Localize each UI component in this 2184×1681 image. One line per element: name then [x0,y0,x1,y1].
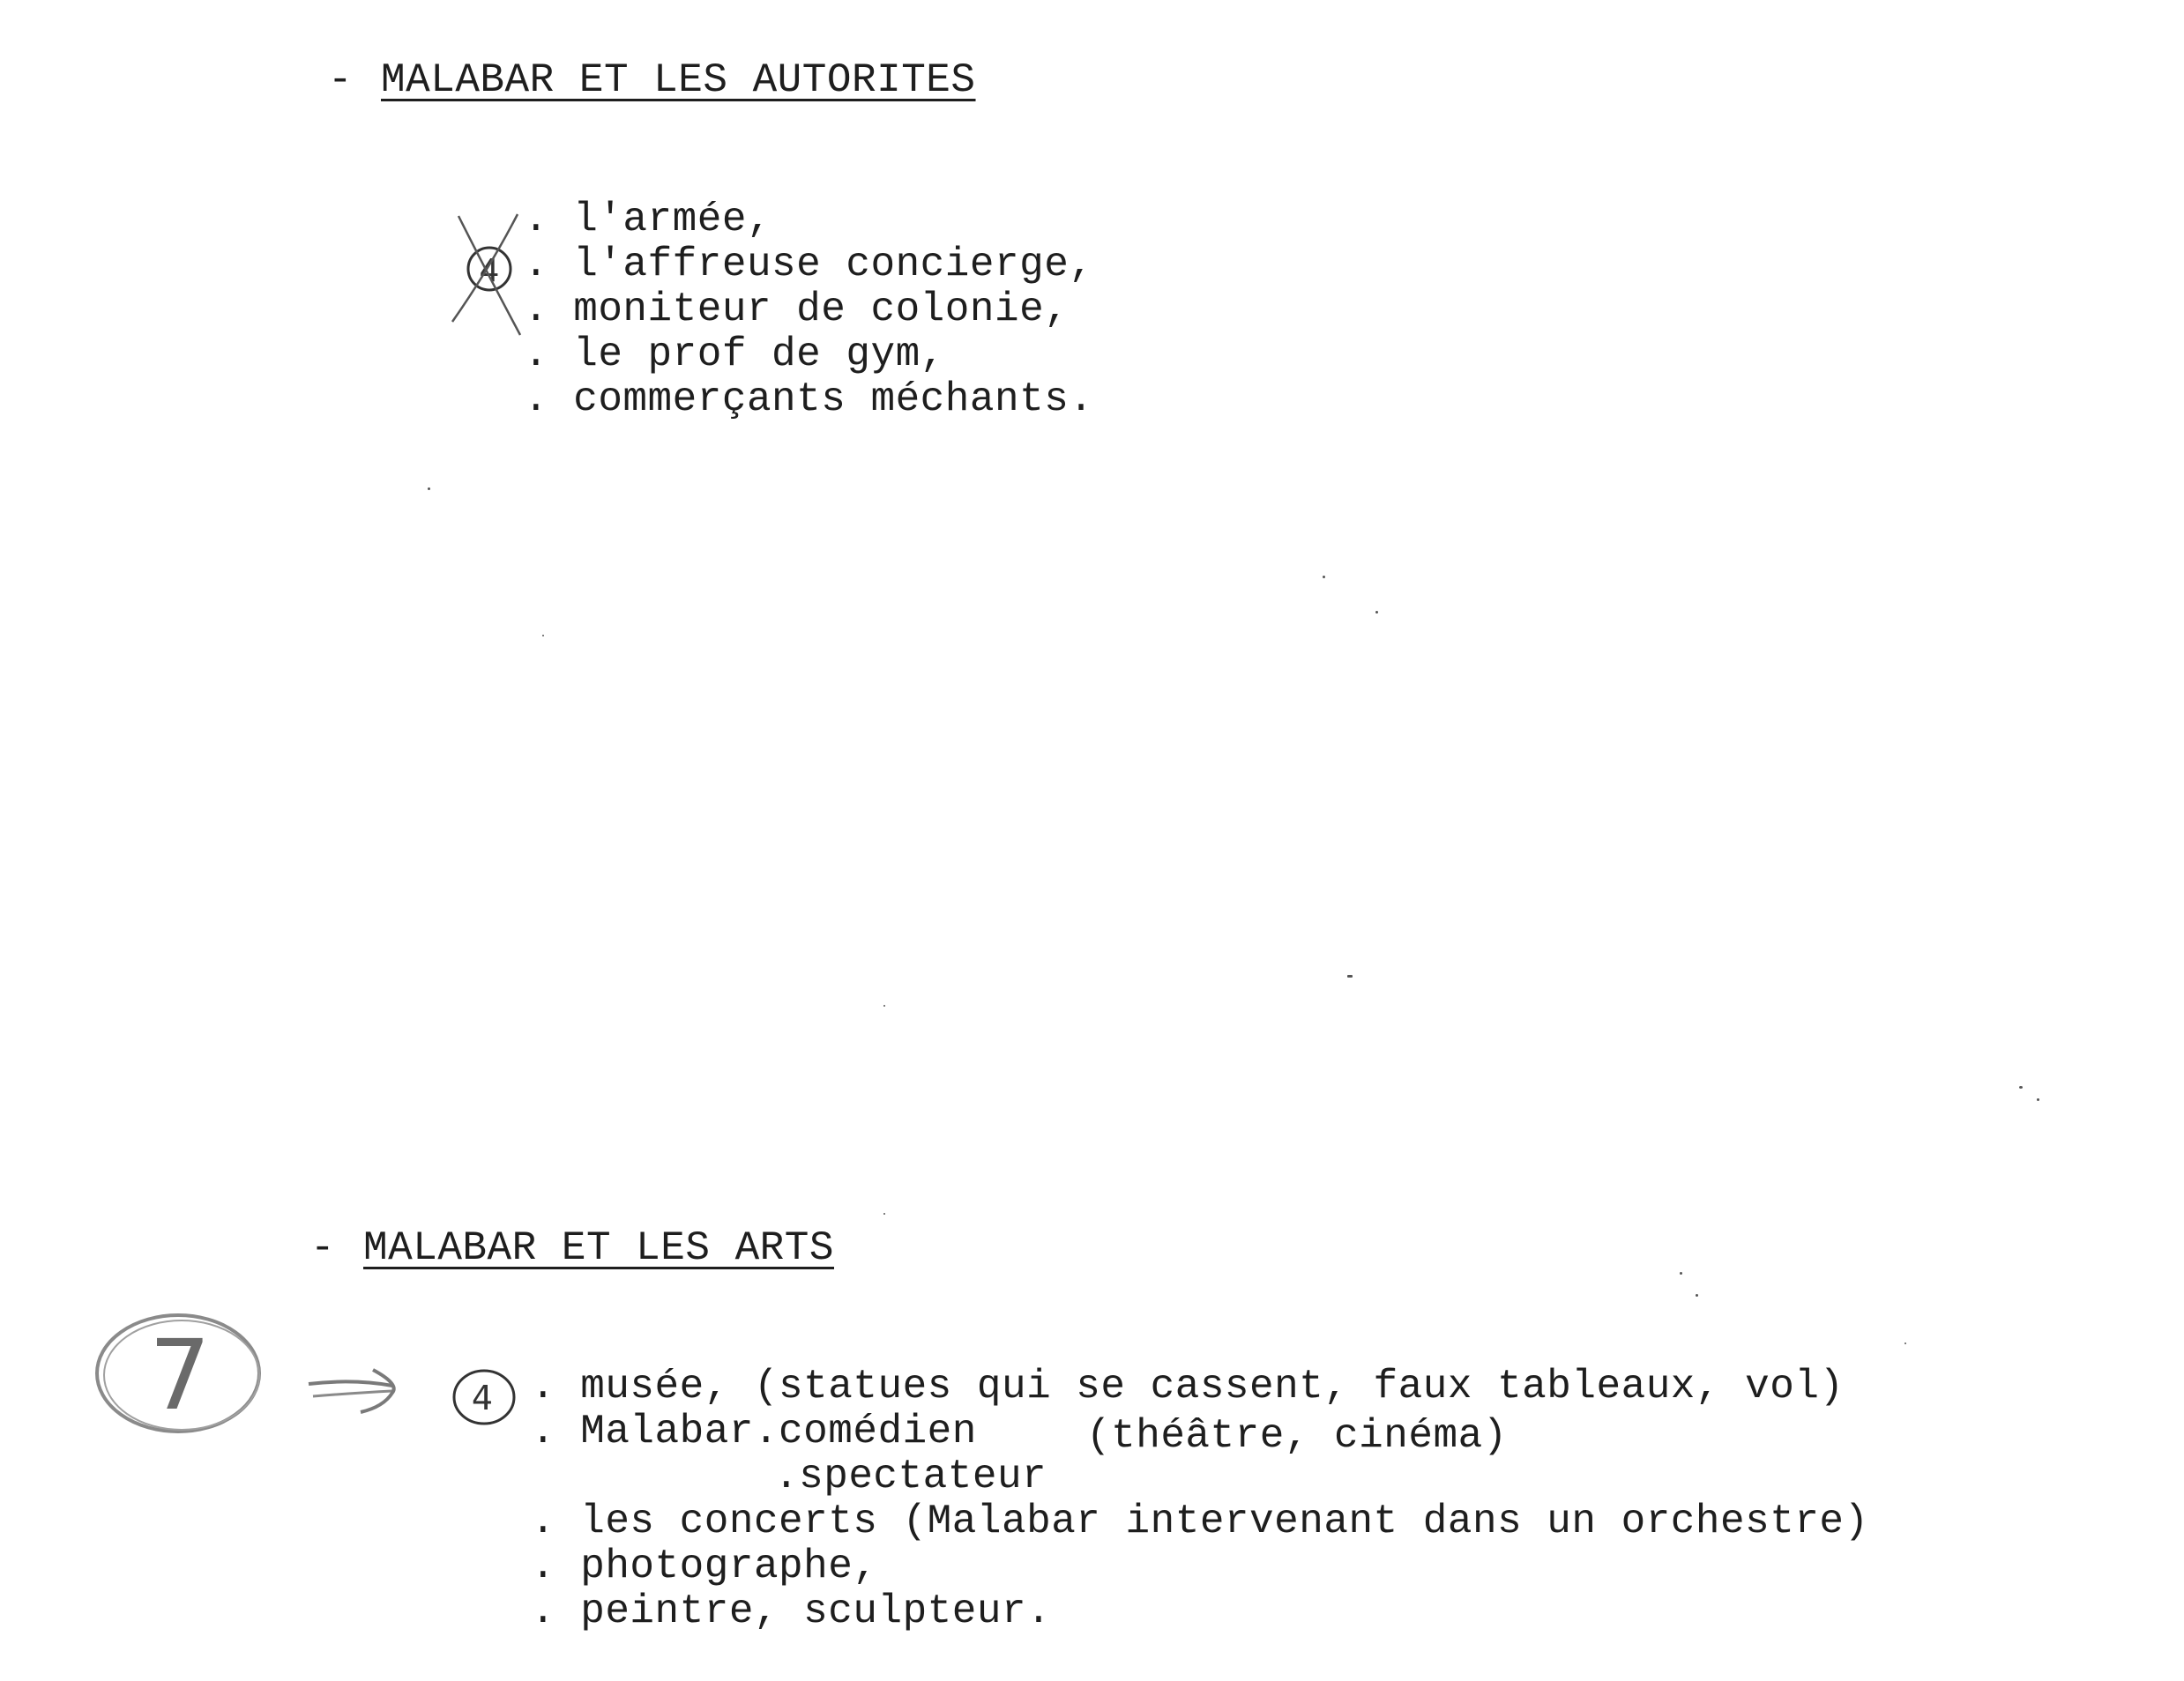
list-item: . photographe, [531,1543,878,1589]
list-item-note: (théâtre, cinéma) [1086,1413,1508,1459]
list-item: . l'armée, [524,197,772,242]
list-item: . les concerts (Malabar intervenant dans un orchestre) [531,1499,1869,1544]
scan-speck [1347,975,1353,978]
section1-dash: - [328,57,354,103]
scan-speck [2037,1098,2039,1101]
scan-speck [428,487,430,490]
annotation-number-large: 7 [149,1319,211,1432]
annotation-number: 4 [479,253,500,289]
scan-speck [542,635,544,636]
annotation-number-small: 4 [471,1379,494,1417]
scan-speck [883,1005,885,1007]
scan-speck [1375,611,1378,614]
scan-speck [883,1213,885,1215]
scan-speck [1323,576,1325,578]
scan-speck [1904,1343,1906,1344]
list-item: . l'affreuse concierge, [524,242,1094,287]
arrow-icon [304,1357,410,1419]
scan-speck [2019,1086,2023,1089]
circled-small-number-annotation [445,1362,525,1432]
list-item: . moniteur de colonie, [524,286,1070,332]
scan-speck [1680,1272,1682,1275]
scan-speck [1696,1294,1698,1297]
circled-number-annotation [88,1305,273,1446]
list-item: . Malabar.comédien [531,1409,977,1454]
section1-title: MALABAR ET LES AUTORITES [381,57,976,103]
section2-dash: - [310,1225,336,1271]
list-item: . peintre, sculpteur. [531,1588,1052,1634]
section2-title: MALABAR ET LES ARTS [363,1225,834,1271]
list-item-sub: .spectateur [774,1454,1047,1499]
list-item: . commerçants méchants. [524,376,1094,422]
list-item: . musée, (statues qui se cassent, faux tableaux, vol) [531,1364,1845,1410]
list-item: . le prof de gym, [524,331,945,377]
